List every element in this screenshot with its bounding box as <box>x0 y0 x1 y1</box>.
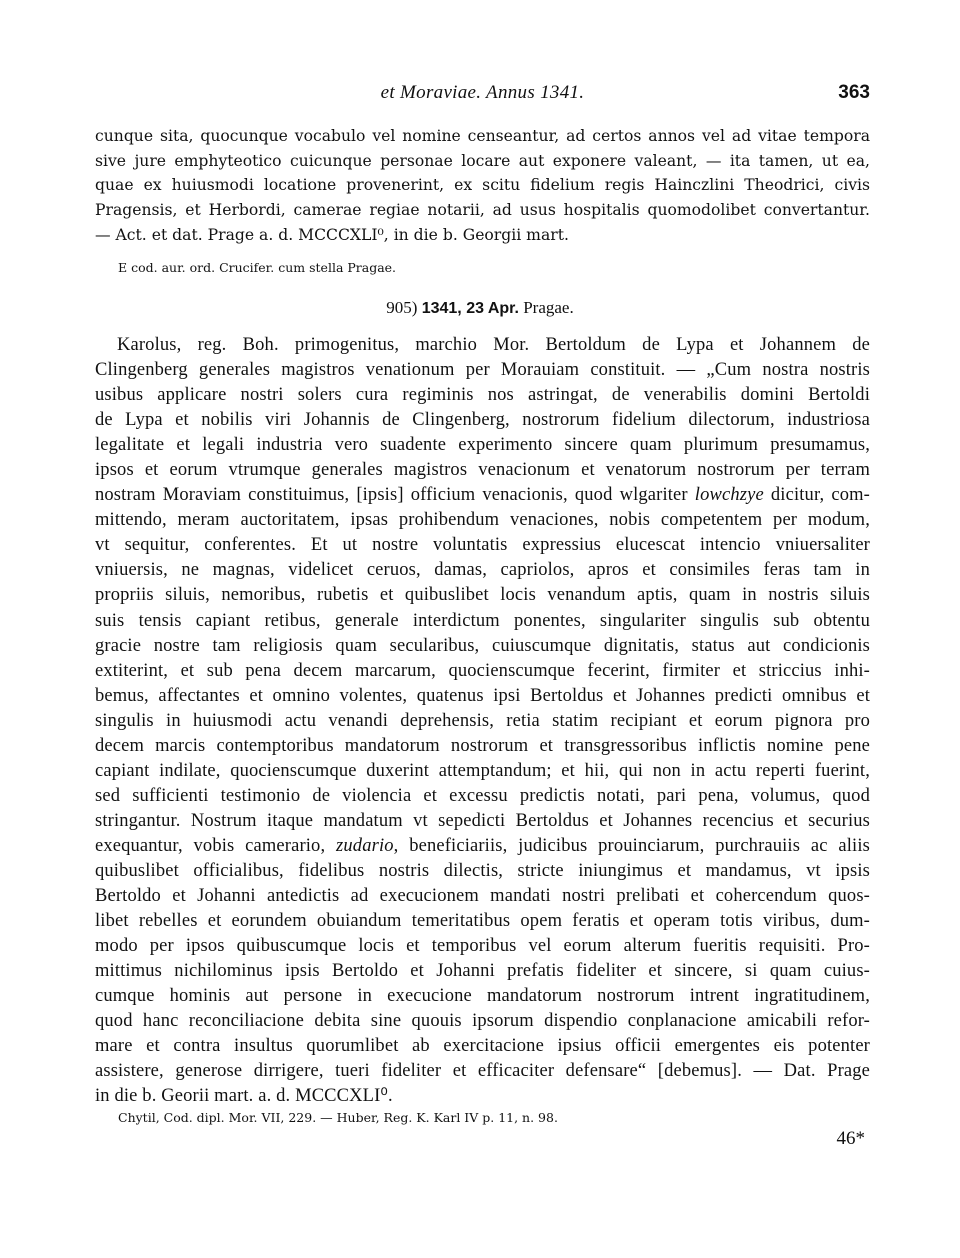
text-line: quae ex huiusmodi locatione provenerint, ex scitu fidelium regis Hainczlini Theodrici, civis <box>95 176 870 195</box>
text-line: Bertoldo et Johanni antedictis ad execucionem mandati nostri prelibati et cohercendum quos- <box>95 886 870 907</box>
text-line: capiant indilate, quocienscumque duxerint attemptandum; et hii, qui non in actu reperti fuerint, <box>95 760 870 781</box>
text-line: ipsos et eorum vtrumque generales magistros venacionum et venatorum nostrorum per terram <box>95 460 870 481</box>
regest-line: Karolus, reg. Boh. primogenitus, marchio Mor. Bertoldum de Lypa et Johannem de <box>117 335 870 355</box>
continued-text-block <box>95 124 870 247</box>
italic-term: lowchzye <box>694 485 764 506</box>
text-line: libet rebelles et eorundem obuiandum temeritatibus opem feratis et operam totis viribus, dum- <box>95 911 870 932</box>
text-line <box>95 834 870 859</box>
text-line: de Lypa et nobilis viri Johannis de Clingenberg, nostrorum fidelium dilectorum, industriosa <box>95 410 870 431</box>
text-line: mittendo, meram auctoritatem, ipsas prohibendum venaciones, nobis competentem per modum, <box>95 510 870 531</box>
text-line: propriis siluis, nemoribus, rubetis et quibuslibet locis venandum aptis, quam in nostris siluis <box>95 585 870 606</box>
text-line: singulis in huiusmodi actu venandi deprehensis, retia statim recipiant et eorum pignora pro <box>95 710 870 731</box>
text-line: suis tensis capiant retibus, generale interdictum ponentes, singulariter singulis sub obtentu <box>95 610 870 631</box>
regest-line: Clingenberg generales magistros venationum per Morauiam constituit. — „Cum nostra nostris <box>95 360 870 381</box>
text-line: legalitate et legali industria vero suadente experimento sincere quam plurimum presumamus, <box>95 435 870 456</box>
text-line: usibus applicare nostri solers cura regiminis nos astringat, de venerabilis domini Bertoldi <box>95 385 870 406</box>
source-note: E cod. aur. ord. Crucifer. cum stella Pragae. <box>118 260 397 275</box>
text-line: in die b. Georii mart. a. d. MCCCXLI⁰. <box>95 1086 393 1107</box>
signature-mark: 46* <box>836 1128 865 1149</box>
text-segment: nostram Moraviam constituimus, [ipsis] officium venacionis, quod wlgariter <box>95 485 695 506</box>
text-line: quibuslibet officialibus, fidelibus nostris dilectis, stricte iniungimus et mandamus, vt ipsis <box>95 860 870 881</box>
text-line: mare et contra insultus quorumlibet ab exercitacione ipsius officii emergentes eis potenter <box>95 1036 870 1057</box>
text-line: cumque hominis aut persone in execucione mandatorum nostrorum intrent ingratitudinem, <box>95 986 870 1007</box>
text-line: bemus, affectantes et omnino volentes, quatenus ipsi Bertoldus et Johannes predicti omnibus et <box>95 685 870 706</box>
text-line: extiterint, et sub pena decem marcarum, quocienscumque fecerint, firmiter et striccius inhi- <box>95 660 870 681</box>
text-segment: exequantur, vobis camerario, <box>95 835 337 856</box>
document-heading <box>0 298 960 318</box>
source-note: Chytil, Cod. dipl. Mor. VII, 229. — Huber, Reg. K. Karl IV p. 11, n. 98. <box>118 1110 558 1125</box>
text-line: vt sequitur, conferentes. Et ut nostre voluntatis expressius elucescat intencio vniuersaliter <box>95 535 870 556</box>
document-number: 905) <box>386 298 418 317</box>
italic-term: zudario <box>336 835 394 856</box>
text-line: gracie nostre tam religiosis quam secularibus, cuiuscumque dignitatis, status aut condicionis <box>95 635 870 656</box>
document-date: 1341, 23 Apr. <box>421 300 519 317</box>
text-line: assistere, generose dirrigere, tueri fideliter et efficaciter defensare“ [debemus]. — Dat. Prage <box>95 1061 870 1082</box>
running-title: et Moraviae. Annus 1341. <box>380 82 585 103</box>
text-segment: , beneficiariis, judicibus prouinciarum, purchrauiis ac aliis <box>393 835 870 856</box>
text-segment: dicitur, com- <box>763 485 870 506</box>
text-line: Pragensis, et Herbordi, camerae regiae notarii, ad usus hospitalis quomodolibet convertantur. <box>95 201 870 220</box>
text-line: sive jure emphyteotico cuicunque personae locare aut exponere valeant, — ita tamen, ut ea, <box>95 151 870 170</box>
text-line: cunque sita, quocunque vocabulo vel nomine censeantur, ad certos annos vel ad vitae tempora <box>95 127 870 145</box>
text-line: — Act. et dat. Prage a. d. MCCCXLI⁰, in die b. Georgii mart. <box>95 225 569 244</box>
charter-text-block <box>95 333 870 1109</box>
page-number: 363 <box>838 82 870 103</box>
page-header <box>95 82 870 112</box>
text-line: vniuersis, ne magnas, videlicet ceruos, damas, capriolos, apros et consimiles feras tam in <box>95 560 870 581</box>
text-line: stringantur. Nostrum itaque mandatum vt sepedicti Bertoldus et Johannes recencius et securius <box>95 810 870 831</box>
document-place: Pragae. <box>523 298 574 317</box>
text-line: quod hanc reconciliacione debita sine quouis ipsorum dispendio conplanacione amicabili refor- <box>95 1011 870 1032</box>
text-line: decem marcis contemptoribus mandatorum nostrorum et transgressoribus inflictis nomine pene <box>95 735 870 756</box>
text-line: modo per ipsos quibuscumque locis et temporibus vel eorum alterum fueritis requisiti. Pro- <box>95 936 870 957</box>
text-line <box>95 483 870 508</box>
text-line: sed sufficienti testimonio de violencia et excessu predictis notati, pari pena, volumus, quod <box>95 785 870 806</box>
text-line: mittimus nichilominus ipsis Bertoldo et Johanni prefatis fideliter et sincere, si quam cuius- <box>95 961 870 982</box>
